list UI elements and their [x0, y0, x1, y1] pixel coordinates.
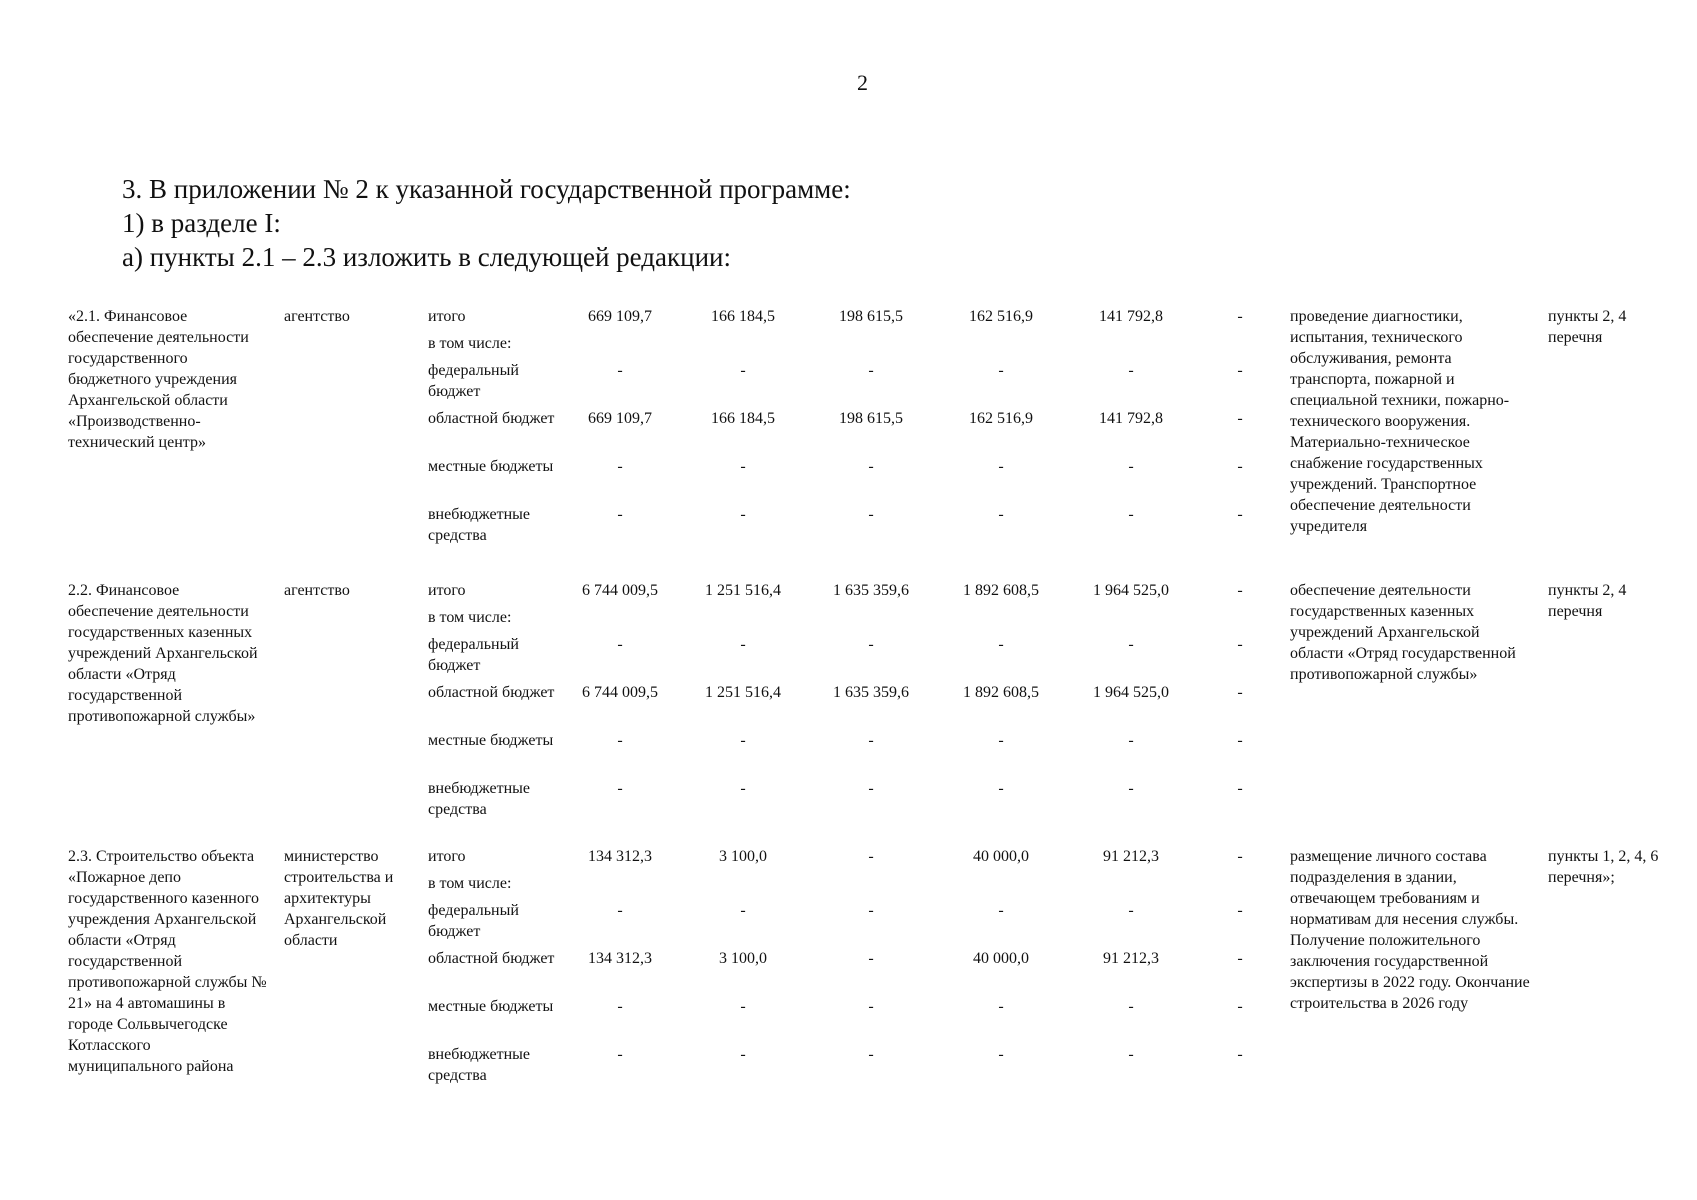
- funding-source-label: областной бюджет: [428, 410, 555, 427]
- amount-cell: -: [1237, 308, 1243, 325]
- amount-cell: -: [868, 848, 874, 865]
- amount-cell: -: [617, 732, 623, 749]
- funding-source-label: местные бюджеты: [428, 458, 554, 475]
- amount-cell: 1 964 525,0: [1093, 582, 1169, 599]
- amount-cell: 162 516,9: [969, 410, 1033, 427]
- amount-cell: -: [998, 458, 1004, 475]
- row-executor: министерство строительства и архитектуры Архангельской области: [284, 848, 394, 949]
- amount-cell: 669 109,7: [588, 308, 652, 325]
- amount-cell: -: [868, 506, 874, 523]
- amount-cell: -: [868, 1046, 874, 1063]
- amount-cell: -: [740, 362, 746, 379]
- amount-cell: -: [868, 732, 874, 749]
- amount-cell: 134 312,3: [588, 950, 652, 967]
- amount-cell: -: [998, 362, 1004, 379]
- amount-cell: -: [740, 780, 746, 797]
- funding-source-label: итого: [428, 582, 466, 599]
- amount-cell: 1 635 359,6: [833, 684, 909, 701]
- amount-cell: 6 744 009,5: [582, 582, 658, 599]
- amount-cell: -: [740, 1046, 746, 1063]
- amount-cell: -: [740, 458, 746, 475]
- amount-cell: -: [740, 506, 746, 523]
- amount-cell: 1 892 608,5: [963, 684, 1039, 701]
- amount-cell: -: [617, 506, 623, 523]
- amount-cell: -: [998, 506, 1004, 523]
- amount-cell: -: [998, 636, 1004, 653]
- amount-cell: -: [868, 998, 874, 1015]
- amount-cell: -: [1237, 684, 1243, 701]
- amount-cell: -: [1237, 950, 1243, 967]
- amount-cell: -: [1237, 848, 1243, 865]
- amount-cell: 3 100,0: [719, 950, 767, 967]
- amount-cell: 91 212,3: [1103, 848, 1159, 865]
- amount-cell: 669 109,7: [588, 410, 652, 427]
- amount-cell: -: [998, 780, 1004, 797]
- funding-source-label: внебюджетные средства: [428, 780, 530, 818]
- row-reference: пункты 2, 4 перечня: [1548, 582, 1627, 620]
- amount-cell: 1 892 608,5: [963, 582, 1039, 599]
- funding-source-label: в том числе:: [428, 875, 512, 892]
- amount-cell: -: [1237, 506, 1243, 523]
- funding-source-label: местные бюджеты: [428, 732, 554, 749]
- funding-source-label: внебюджетные средства: [428, 506, 530, 544]
- amount-cell: -: [617, 1046, 623, 1063]
- amount-cell: -: [868, 636, 874, 653]
- amount-cell: -: [740, 732, 746, 749]
- amount-cell: 1 251 516,4: [705, 684, 781, 701]
- amount-cell: -: [1128, 506, 1134, 523]
- amount-cell: -: [1128, 362, 1134, 379]
- amount-cell: -: [1237, 410, 1243, 427]
- funding-source-label: областной бюджет: [428, 950, 555, 967]
- amount-cell: -: [998, 998, 1004, 1015]
- amount-cell: -: [1237, 458, 1243, 475]
- row-expected-result: проведение диагностики, испытания, технического обслуживания, ремонта транспорта, пожарной и специальной техники, пожарно-технического вооружения. Материально-техническое снабжение государственных учреждений. Транспортное обеспечение деятельности учредителя: [1290, 308, 1510, 535]
- amount-cell: -: [1237, 902, 1243, 919]
- funding-source-label: областной бюджет: [428, 684, 555, 701]
- amount-cell: -: [1237, 636, 1243, 653]
- amount-cell: -: [617, 998, 623, 1015]
- amount-cell: -: [1237, 780, 1243, 797]
- funding-source-label: местные бюджеты: [428, 998, 554, 1015]
- funding-source-label: в том числе:: [428, 609, 512, 626]
- row-name: 2.3. Строительство объекта «Пожарное депо государственного казенного учреждения Архангельской области «Отряд государственной противопожарной службы № 21» на 4 автомашины в городе Сольвычегодске Котласского муниципального района: [68, 848, 267, 1075]
- amount-cell: -: [1128, 998, 1134, 1015]
- funding-source-label: внебюджетные средства: [428, 1046, 530, 1084]
- amount-cell: -: [1128, 780, 1134, 797]
- page-number: 2: [857, 70, 868, 95]
- amount-cell: -: [1128, 458, 1134, 475]
- amount-cell: -: [740, 902, 746, 919]
- funding-source-label: федеральный бюджет: [428, 902, 519, 940]
- amount-cell: -: [1128, 902, 1134, 919]
- amount-cell: -: [998, 1046, 1004, 1063]
- amount-cell: -: [1237, 1046, 1243, 1063]
- amount-cell: -: [868, 780, 874, 797]
- funding-source-label: итого: [428, 308, 466, 325]
- amount-cell: -: [1237, 582, 1243, 599]
- amount-cell: -: [868, 950, 874, 967]
- intro-line-3: а) пункты 2.1 – 2.3 изложить в следующей редакции:: [122, 242, 731, 272]
- amount-cell: -: [998, 732, 1004, 749]
- funding-source-label: в том числе:: [428, 335, 512, 352]
- amount-cell: 6 744 009,5: [582, 684, 658, 701]
- funding-source-label: федеральный бюджет: [428, 636, 519, 674]
- amount-cell: 166 184,5: [711, 410, 775, 427]
- amount-cell: 3 100,0: [719, 848, 767, 865]
- amount-cell: 198 615,5: [839, 410, 903, 427]
- amount-cell: -: [617, 636, 623, 653]
- amount-cell: -: [1237, 998, 1243, 1015]
- amount-cell: 134 312,3: [588, 848, 652, 865]
- row-reference: пункты 2, 4 перечня: [1548, 308, 1627, 346]
- amount-cell: -: [868, 458, 874, 475]
- amount-cell: -: [868, 362, 874, 379]
- intro-line-1: 3. В приложении № 2 к указанной государственной программе:: [122, 174, 851, 204]
- amount-cell: -: [1128, 636, 1134, 653]
- amount-cell: 40 000,0: [973, 950, 1029, 967]
- amount-cell: -: [617, 780, 623, 797]
- amount-cell: 141 792,8: [1099, 410, 1163, 427]
- amount-cell: -: [617, 362, 623, 379]
- amount-cell: 91 212,3: [1103, 950, 1159, 967]
- amount-cell: -: [1128, 732, 1134, 749]
- amount-cell: 162 516,9: [969, 308, 1033, 325]
- amount-cell: -: [998, 902, 1004, 919]
- amount-cell: -: [740, 636, 746, 653]
- amount-cell: -: [740, 998, 746, 1015]
- row-executor: агентство: [284, 308, 350, 325]
- amount-cell: -: [617, 458, 623, 475]
- funding-source-label: федеральный бюджет: [428, 362, 519, 400]
- amount-cell: -: [1128, 1046, 1134, 1063]
- row-expected-result: размещение личного состава подразделения в здании, отвечающем требованиям и нормативам для несения службы. Получение положительного заключения государственной экспертизы в 2022 году. Окончание строительства в 2026 году: [1290, 848, 1530, 1012]
- amount-cell: 198 615,5: [839, 308, 903, 325]
- funding-source-label: итого: [428, 848, 466, 865]
- amount-cell: 1 635 359,6: [833, 582, 909, 599]
- amount-cell: -: [1237, 362, 1243, 379]
- amount-cell: 166 184,5: [711, 308, 775, 325]
- amount-cell: 40 000,0: [973, 848, 1029, 865]
- amount-cell: -: [1237, 732, 1243, 749]
- row-name: 2.2. Финансовое обеспечение деятельности государственных казенных учреждений Архангельской области «Отряд государственной противопожарной службы»: [68, 582, 258, 725]
- row-name: «2.1. Финансовое обеспечение деятельности государственного бюджетного учреждения Архангельской области «Производственно-технический центр»: [68, 308, 249, 451]
- amount-cell: -: [617, 902, 623, 919]
- intro-line-2: 1) в разделе I:: [122, 208, 281, 238]
- row-expected-result: обеспечение деятельности государственных казенных учреждений Архангельской области «Отряд государственной противопожарной службы»: [1290, 582, 1516, 683]
- row-executor: агентство: [284, 582, 350, 599]
- amount-cell: 1 964 525,0: [1093, 684, 1169, 701]
- amount-cell: 1 251 516,4: [705, 582, 781, 599]
- amount-cell: -: [868, 902, 874, 919]
- row-reference: пункты 1, 2, 4, 6 перечня»;: [1548, 848, 1659, 886]
- amount-cell: 141 792,8: [1099, 308, 1163, 325]
